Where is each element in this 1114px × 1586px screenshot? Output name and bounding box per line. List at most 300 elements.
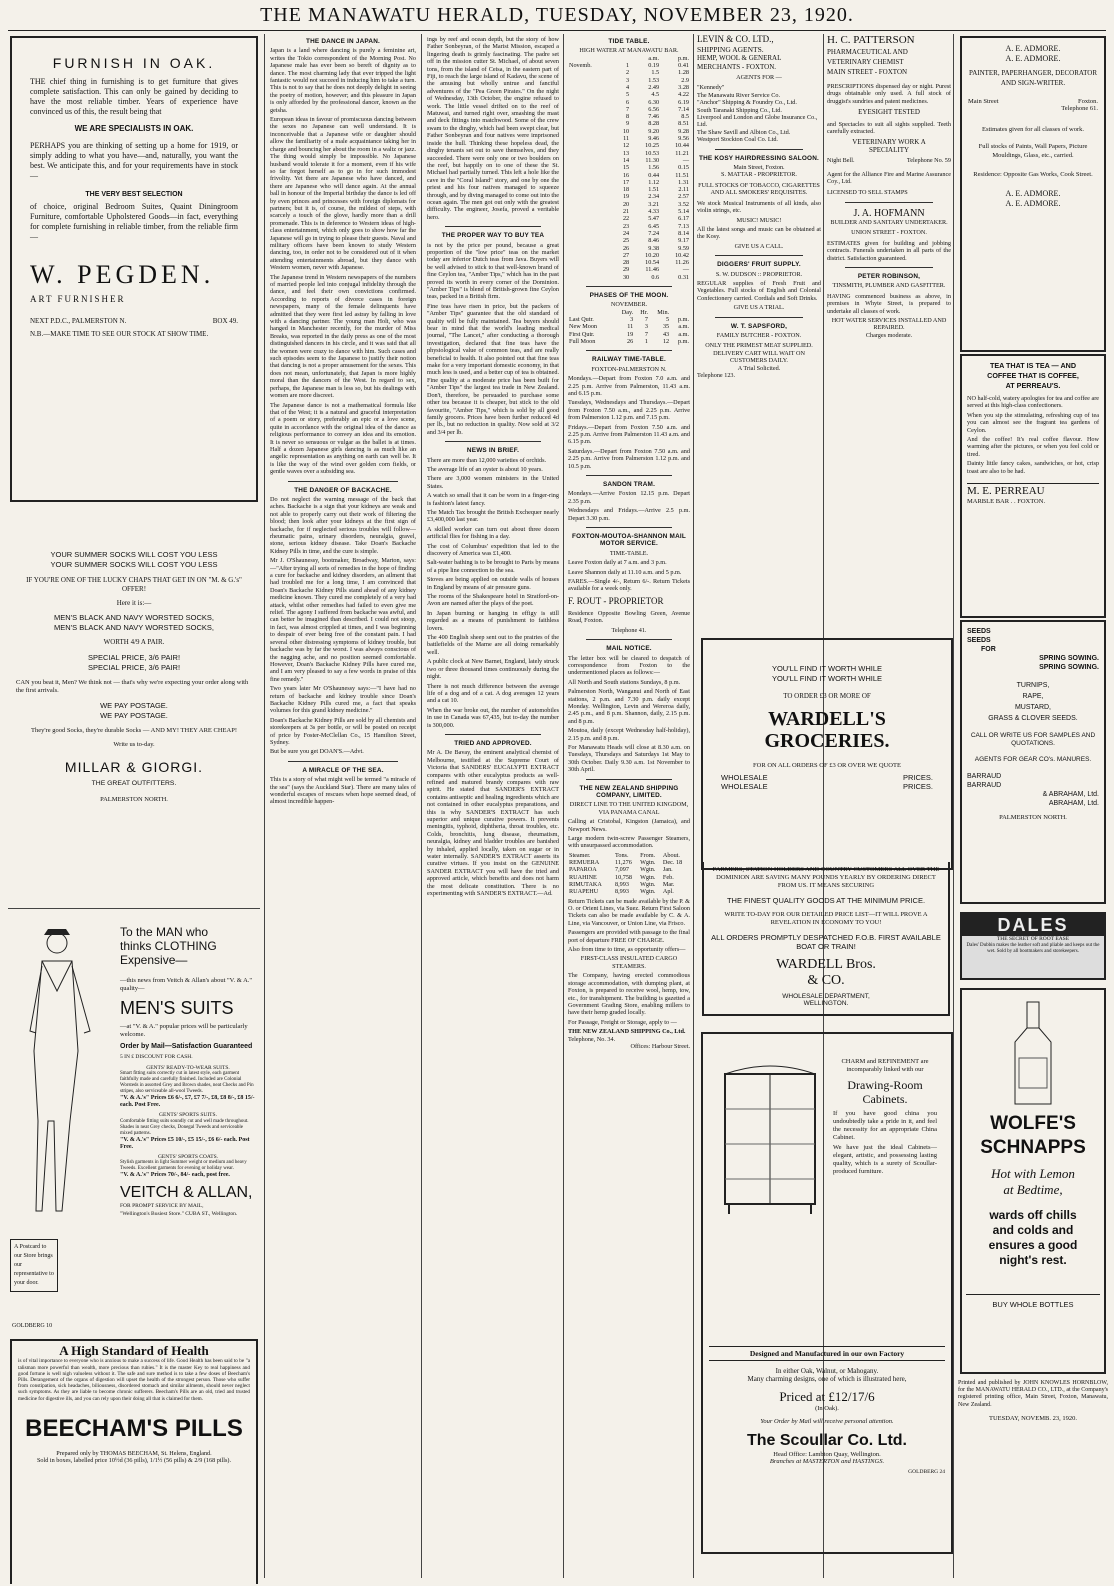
ad-subhead: WHOLESALE (721, 773, 768, 782)
ad-headline: To the MAN who (120, 925, 209, 939)
moon-day: 3 (630, 316, 634, 324)
tide-pm: 0.31 (678, 273, 689, 281)
brand-name: BEECHAM'S PILLS (25, 1414, 243, 1442)
ad-body: LICENSED TO SELL STAMPS (827, 189, 908, 197)
notice-paragraph: The Company, having erected commodious storage accommodation, with dumping plant, at Foxton, is prepared to receive wool, hemp, tow, etc., for transhipment. The building is gazetted a Government Grading Store, enabling millers to have their hemp graded locally. (568, 972, 690, 1017)
tide-row (568, 142, 690, 149)
tide-row (568, 230, 690, 237)
tide-day: 23 (622, 222, 630, 230)
tide-row (568, 128, 690, 135)
tide-am: 0.6 (651, 273, 660, 281)
agency-code: GOLDBERG 10 (12, 1323, 53, 1329)
firm-address: Main Street (968, 98, 999, 105)
millar-giorgi-ad (8, 504, 260, 900)
ad-body: REGULAR supplies of Fresh Fruit and Vegetables. Full stocks of English and Colonial Confectionery carried. Cordials and Soft Drinks. (697, 279, 821, 302)
article-divider (445, 226, 541, 227)
firm-phone: Telephone 123. (697, 372, 736, 379)
tide-row (568, 120, 690, 127)
ad-body: A Trial Solicited. (737, 364, 781, 372)
news-item: The average life of an oyster is about 10 years. (427, 465, 543, 473)
tide-month (568, 172, 615, 179)
ad-subhead: GENTS' SPORTS SUITS. (159, 1112, 217, 1119)
tide-pm: 10.44 (675, 142, 689, 150)
article-title: THE DANGER OF BACKACHE. (294, 486, 392, 494)
ad-headline: YOU'LL FIND IT WORTH WHILE (771, 664, 883, 673)
firm-address-row (30, 318, 238, 325)
firm-address: Residence Opposite Bowling Green, Avenue Road, Foxton. (568, 609, 690, 625)
tide-am: 9.38 (648, 244, 660, 252)
tide-pm: 11.51 (675, 171, 689, 179)
seed-item: RAPE, (1022, 693, 1044, 700)
tide-day: 18 (622, 186, 630, 194)
steamer-from: Wgtn. (640, 881, 656, 889)
table-title: PHASES OF THE MOON. (589, 292, 669, 300)
column-header: Day. (621, 308, 634, 316)
ad-body: If you have good china you undoubtedly take a pride in it, and feel the necessity for an appropriate China Cabinet. (833, 1110, 937, 1141)
ad-headline: A High Standard of Health (59, 1343, 209, 1358)
notice-line: VIA PANAMA CANAL (598, 808, 660, 816)
tide-am: 2.49 (648, 84, 660, 91)
timetable-line: Tuesdays, Wednesdays and Thursdays.—Depart from Foxton 7.50 a.m., and 2.25 p.m. Arrive from Palmerston 1.12 p.m. and 7.15 p.m. (568, 399, 690, 422)
firm-address: Offices: Harbour Street. (630, 1042, 690, 1050)
article-paragraph: ings by reef and ocean depth, but the story of how Father Sonbeyran, of the Marist Mission, escaped a lingering death is grimly fascinating. The padre set off in the mission cutter St. Michael, of about seven tons, from the island of Ceisa, in the eastern part of Fiji, to reach the large island of Kadavu, the scene of the amusing but wholly untrue and fanciful adventures of the "Pea Green Pirates." On the night of Wednesday, 13th October, the engine refused to work. The little vessel drifted on to the reef of Matuwai, and turned right over, smashing the mast and deck fittings into matchwood. Some of the crew swam to the dinghy, which had been swept clear, but Father Sonbeyran and four natives were imprisoned inside the hull. Thinking these hopeless dead, the dinghy tenants set out to save themselves, and they succeeded. There were only one or two boulders on the reef, but happily on to one of these the St. Michael had partially turned. This left a hole like the cave in the "Coral Island" story, and one by one the priest and his four natives managed to squeeze through, and by diving managed to come out into the ocean again. The men got out only with the greatest difficulty. The engineer, Josefa, proved a veritable hero. (427, 36, 559, 221)
ad-body: Dainty little fancy cakes, sandwiches, or hot, crisp toast are also to be had. (967, 460, 1099, 475)
wardell-ad (701, 638, 953, 870)
ad-subhead: HOT WATER SERVICES INSTALLED AND REPAIRED. (831, 316, 947, 332)
tide-month (568, 113, 615, 120)
wardell-ad-lower (702, 862, 950, 1016)
tide-day: 6 (626, 98, 630, 106)
ad-copy (120, 925, 256, 1218)
ad-headline: thinks CLOTHING (120, 939, 217, 953)
ad-headline: night's rest. (999, 1253, 1067, 1267)
notice-line: FIRST-CLASS INSULATED CARGO STEAMERS. (580, 955, 678, 970)
ad-body: of choice, original Bedroom Suites, Quaint Diningroom Furniture, comfortable Upholstered Goods—in fact, everything for complete furnishing in reliable timber, from the reliable firm — (30, 202, 238, 242)
ad-headline: MEN'S BLACK AND NAVY WORSTED SOCKS, (54, 613, 214, 623)
firm-address: UNION STREET - FOXTON. (851, 229, 927, 237)
firm-address: MAIN STREET - FOXTON (827, 68, 908, 76)
tide-day: 7 (626, 105, 630, 113)
ad-note: Prepared only by THOMAS BEECHAM, St. Helens, England. (56, 1449, 212, 1457)
firm-name: & CO. (807, 973, 845, 988)
tide-am: 1.5 (651, 69, 660, 77)
tide-row (568, 91, 690, 98)
tide-pm: 9.17 (678, 237, 689, 245)
tide-am: 0.19 (648, 62, 660, 70)
tide-month (568, 135, 615, 142)
firm-address: Foxton. (1077, 98, 1098, 105)
tide-am: 10.25 (645, 142, 660, 150)
tide-pm: 0.15 (678, 164, 689, 172)
article-title: THE DANCE IN JAPAN. (306, 38, 380, 45)
tide-am: 11.30 (645, 156, 660, 164)
ad-headline: WE PAY POSTAGE. (100, 710, 168, 720)
tide-pm: 1.31 (678, 178, 689, 186)
tide-day: 4 (626, 84, 630, 91)
tide-month (568, 69, 615, 76)
ad-body: Agent for the Alliance Fire and Marine Assurance Coy., Ltd. (827, 170, 951, 186)
ad-body: Your Order by Mail will receive personal attention. (760, 1418, 894, 1425)
tide-month (568, 77, 615, 84)
notice-paragraph: For Passage, Freight or Storage, apply to — (568, 1018, 677, 1026)
scoullar-ad (701, 1032, 953, 1554)
article-paragraph: Doan's Backache Kidney Pills are sold by all chemists and storekeepers at 3s per bottle, or will be posted on receipt of price by Foster-McClellan Co., 15 Hamilton Street, Sydney. (270, 716, 416, 746)
ad-body: IF YOU'RE ONE OF THE LUCKY CHAPS THAT GET IN ON "M. & G.'s" OFFER! (26, 576, 242, 593)
ad-headline: YOUR SUMMER SOCKS WILL COST YOU LESS (50, 550, 218, 559)
ad-headline: MEN'S BLACK AND NAVY WORSTED SOCKS, (54, 623, 214, 633)
tide-am: 7.24 (648, 229, 660, 237)
steamer-name: RUAHINE (569, 873, 597, 881)
tide-day: 29 (622, 266, 630, 274)
ad-body: We have just the ideal Cabinets—elegant, artistic, and possessing lasting quality, which is a surety of Scoullar-produced furniture. (833, 1144, 937, 1175)
tide-day: 13 (622, 149, 630, 157)
tide-row (568, 201, 690, 208)
tide-am: 6.30 (648, 98, 660, 106)
moon-day: 19 (627, 330, 634, 338)
firm-trade: THE GREAT OUTFITTERS. (91, 780, 177, 788)
column-rule (693, 34, 694, 1578)
steamer-row (568, 881, 690, 888)
tide-day: 28 (622, 259, 630, 267)
column-3 (427, 34, 559, 1584)
tide-row (568, 157, 690, 164)
ad-body: CAN you beat it, Men? We think not — that's why we're expecting your order along with the first arrivals. (16, 678, 249, 694)
tide-row (568, 215, 690, 222)
ad-divider (715, 149, 803, 150)
tide-pm: 9.59 (678, 244, 689, 252)
tide-row (568, 99, 690, 106)
ad-body: FARMERS, STATION HOLDERS AND COUNTRY CUSTOMERS ALL OVER THE DOMINION ARE SAVING MANY POUNDS YEARLY BY ORDERING DIRECT FROM US. IT MEANS SECURING (712, 866, 940, 889)
firm-address: Branches at MASTERTON and HASTINGS. (769, 1458, 885, 1465)
steamer-tons: 11,276 (615, 859, 632, 867)
ad-headline: YOUR SUMMER SOCKS WILL COST YOU LESS (50, 560, 218, 569)
firm-address: Head Office: Lambton Quay, Wellington. (773, 1451, 881, 1458)
agency-item: "Kennedy" (697, 84, 725, 92)
ad-body: CHARM and REFINEMENT are incomparably linked with our (841, 1058, 929, 1073)
tide-month (568, 201, 615, 208)
tide-day: 15 (622, 164, 630, 172)
news-item: A watch so small that it can be worn in a finger-ring is fashion's latest fancy. (427, 492, 559, 507)
news-item: When the war broke out, the number of automobiles in use in Canada was 67,435, but to-day the number is 300,000. (427, 706, 559, 729)
ad-body: Many charming designs, one of which is illustrated here, (747, 1375, 907, 1383)
ad-subhead: GIVE US A TRIAL. (733, 304, 785, 312)
table-title: THE NEW ZEALAND SHIPPING COMPANY, LIMITED. (579, 784, 679, 799)
ad-copy (833, 1058, 937, 1178)
article-paragraph: This is a story of what might well be termed "a miracle of the sea" (says the Auckland Star). There are many tales of wonderful escapes of rescues when hope seemed dead, of almost incredible happen- (270, 776, 416, 806)
article-paragraph: Mr A. De Bavay, the eminent analytical chemist of Melbourne, testified at the Supreme Court of Victoria that SANDERS' EUCALYPTI EXTRACT compares with other eucalyptus products as well-refined and matured brandy compares with raw spirit. He stated that SANDER'S EXTRACT contains antiseptic and healing ingredients which are not contained in other eucalyptus preparations, and this is why SANDER'S EXTRACT has such superior and unique curative powers. It prevents meningitis, typhoid, diphtheria, throat troubles, etc. Colds, bronchitis, lung disease, rheumatism, neuralgia, kidney and bladder troubles are banished by inhaled, applied locally, taken on sugar or in water internally. SANDER'S EXTRACT asserts its curative virtues. If you insist on the GENUINE SANDER EXTRACT you will have the tried and approved article, which benefits and does not harm the most delicate constitution. There is no experimenting with SANDER'S EXTRACT.—Ad. (427, 749, 559, 898)
ad-body: HAVING commenced business as above, in premises in Whyte Street, is prepared to undertake all classes of work. (827, 292, 951, 315)
tide-row (568, 62, 690, 69)
ad-headline: Drawing-Room Cabinets. (847, 1078, 923, 1106)
pegden-ad (10, 36, 258, 502)
moon-min: 35 (662, 323, 670, 331)
table-title: RAILWAY TIME-TABLE. (592, 356, 666, 364)
brand-name: SCHNAPPS (980, 1137, 1086, 1158)
brand-name: GROCERIES. (764, 730, 890, 752)
table-header (568, 55, 690, 62)
moon-ampm: a.m. (678, 323, 689, 331)
tide-pm: 10.42 (675, 251, 689, 259)
ad-body: Here it is:— (116, 599, 152, 607)
ad-price: "V. & A.'s" Prices £5 10/-, £5 15/-, £6 6/- each. Post Free. (120, 1136, 250, 1150)
tide-day: 27 (622, 251, 630, 259)
tide-month (568, 193, 615, 200)
ad-subhead: ALL ORDERS PROMPTLY DESPATCHED F.O.B. FIRST AVAILABLE BOAT OR TRAIN! (711, 933, 941, 951)
firm-name: VEITCH & ALLAN, (120, 1184, 253, 1202)
ad-subhead: BUY WHOLE BOTTLES (966, 1294, 1100, 1308)
moon-row (568, 316, 690, 323)
address-row (968, 98, 1098, 105)
tide-am: 8.28 (648, 120, 660, 128)
tide-am: 6.56 (648, 105, 660, 113)
ad-divider (715, 255, 803, 256)
ad-headline: AT PERREAU'S. (1005, 381, 1061, 390)
moon-phase: First Qutr. (569, 330, 595, 338)
tide-day: 14 (622, 156, 630, 164)
ad-headline: WE ARE SPECIALISTS IN OAK. (74, 124, 194, 134)
ad-headline: ensures a good (988, 1238, 1078, 1252)
ad-headline: YOU'LL FIND IT WORTH WHILE (771, 674, 883, 683)
steamer-name: RUAPEHU (569, 888, 599, 896)
article-title: TRIED AND APPROVED. (454, 739, 532, 747)
tide-day: 9 (626, 120, 630, 128)
tide-am: 4.33 (648, 208, 660, 216)
tide-am: 3.21 (648, 200, 660, 208)
brand-name: WARDELL'S (768, 708, 886, 730)
firm-address: PALMERSTON NORTH. (100, 795, 168, 803)
agency-item: South Taranaki Shipping Co., Ltd. (697, 106, 782, 114)
barraud-ad (960, 620, 1106, 904)
steamer-row (568, 859, 690, 866)
firm-name: H. C. PATTERSON (827, 34, 915, 46)
ad-subhead: WHOLESALE (721, 782, 768, 791)
masthead-rule (8, 30, 1106, 31)
brand-name: WOLFE'S (990, 1113, 1076, 1134)
brand-name: DALES (962, 914, 1104, 936)
steamer-from: Wgtn. (640, 888, 656, 896)
tide-month (568, 142, 615, 149)
tide-month (568, 274, 615, 281)
steamer-about: Jan. (662, 866, 673, 874)
ad-body: NO half-cold, watery apologies for tea and coffee are served at this high-class confectioners. (967, 395, 1099, 410)
tide-row (568, 69, 690, 76)
moon-min: 43 (662, 330, 670, 338)
tide-day: 5 (626, 91, 630, 99)
ad-headline: SPRING SOWING. (1039, 664, 1099, 671)
ad-footer (709, 1346, 945, 1475)
ad-big-headline: MEN'S SUITS (120, 998, 234, 1018)
tide-month (568, 186, 615, 193)
tide-month (568, 179, 615, 186)
ad-headline: TEA THAT IS TEA — AND (989, 361, 1077, 370)
ad-headline: W. T. SAPSFORD, (730, 322, 788, 330)
timetable-line: Leave Foxton daily at 7 a.m. and 3 p.m. (568, 559, 667, 567)
tide-month (568, 106, 615, 113)
ad-headline: at Bedtime, (1003, 1182, 1063, 1197)
tide-am: 10.53 (645, 149, 660, 157)
steamer-tons: 8,993 (615, 888, 629, 896)
moon-min: 12 (662, 338, 670, 346)
article-divider (288, 481, 398, 482)
firm-name: S. W. DUDSON :: PROPRIETOR. (715, 270, 803, 278)
article-divider (288, 761, 398, 762)
article-paragraph: is not by the price per pound, because a great proportion of the "low price" teas on the market today are inferior Dutch teas from Java. Buyers will be well advised to stick to that well-known brand of fine Ceylon tea, "Amber Tips," which has in the past proved its worth in every corner of the Dominion. "Amber Tips" is blend of British-grown fine Ceylon teas, packed in a British firm. (427, 241, 559, 301)
ad-divider (715, 317, 803, 318)
tide-month (568, 230, 615, 237)
tide-am: 0.44 (648, 171, 660, 179)
table-divider (586, 475, 672, 476)
table-title: SANDON TRAM. (602, 481, 656, 488)
column-header: Tons. (615, 851, 629, 859)
timetable-line: Saturdays.—Depart from Foxton 7.50 a.m. and 2.25 p.m. Arrive from Palmerston 1.12 p.m. and 10.5 p.m. (568, 447, 690, 470)
firm-trade: ART FURNISHER (30, 294, 126, 305)
night-bell: Night Bell. (827, 157, 855, 165)
table-divider (586, 350, 672, 351)
article-title: A MIRACLE OF THE SEA. (302, 766, 384, 774)
tide-pm: 6.17 (678, 215, 689, 223)
article-divider (445, 734, 541, 735)
tide-day: 1 (626, 62, 630, 70)
tide-am: 6.45 (648, 222, 660, 230)
moon-hour: 3 (644, 323, 649, 331)
tide-am: 1.53 (648, 76, 660, 84)
timetable-line: Mondays.—Depart from Foxton 7.0 a.m. and 2.25 p.m. Arrive from Palmerston, 11.43 a.m. and 6.15 p.m. (568, 375, 690, 397)
tide-am: 9.46 (648, 135, 660, 143)
ad-body: All the latest songs and music can be obtained at the Kosy. (697, 225, 821, 241)
article-paragraph: The Japanese dance is not a mathematical formula like that of the West; it is a natural and graceful interpretation of a poem or story, preferably an epic or a love scene, quite in accordance with the original idea of the dance as religious performance to convey an idea and its emotion. It is never so sensuous or vulgar as the ballet is at times. Half a dozen Japanese girls dancing is as much like an angelic representation as anything on earth can well be. It is like the way of the wind over golden corn fields, or gentle waves over a subsiding sea. (270, 401, 416, 476)
table-subtitle: NOVEMBER. (610, 301, 648, 309)
firm-phone: Telephone 41. (611, 626, 647, 634)
wholesale-row (707, 782, 947, 791)
tide-pm: 1.28 (678, 69, 689, 77)
news-item: A skilled worker can turn out about three dozen artificial flies for fishing in a day. (427, 525, 559, 541)
tide-month (568, 150, 615, 157)
timetable-line: FARES.—Single 4/-, Return 6/-. Return Tickets available for a week only. (568, 578, 690, 593)
moon-ampm: a.m. (678, 330, 689, 338)
tide-row (568, 106, 690, 113)
firm-name: A. E. ADMORE. (1005, 198, 1061, 208)
ad-body: THE chief thing in furnishing is to get furniture that gives complete satisfaction. This can only be gained by deciding to have the most reliable timber. Years of experience have convinced us of this, the result being that (30, 77, 238, 117)
tide-pm: 11.21 (675, 149, 689, 157)
tide-row (568, 193, 690, 200)
ad-subhead: GIVE US A CALL. (734, 242, 784, 250)
tide-row (568, 266, 690, 273)
agency-item: The Shaw Savill and Albion Co., Ltd. (697, 128, 791, 136)
tide-day: 19 (622, 193, 630, 201)
agency-item: "Anchor" Shipping & Foundry Co., Ltd. (697, 99, 797, 107)
table-divider (586, 779, 672, 780)
seed-item: GRASS & CLOVER SEEDS. (988, 715, 1078, 722)
notice-paragraph: Moutoa, daily (except Wednesday half-holiday), 2.15 p.m. and 8 p.m. (568, 727, 690, 742)
article-paragraph: Japan is a land where dancing is purely a feminine art, writes the Tokio correspondent of the Morning Post. No Japanese male has ever been so bereft of dignity as to dance. The most charming lady that ever tripped the light fantastic would not succeed in inducing him to take a turn. This is not to say that he does not deeply delight in seeing the poetry of motion, however; and this pleasure in Japan is only afforded by the professional dancer, known as the geisha. (270, 47, 416, 114)
news-item: The rooms of the Shakespeare hotel in Stratford-on-Avon are named after the plays of the poet. (427, 593, 559, 608)
firm-name: F. ROUT - PROPRIETOR (568, 595, 664, 606)
ad-subhead: EYESIGHT TESTED (858, 108, 920, 117)
phone-row (827, 157, 951, 164)
article-title: NEWS IN BRIEF. (466, 447, 520, 455)
moon-table (568, 309, 690, 345)
table-title: FOXTON-MOUTOA-SHANNON MAIL MOTOR SERVICE. (572, 533, 686, 548)
ad-body: Dales' Dubbin makes the leather soft and pliable and keeps out the wet. Sold by all bootmakers and storekeepers. (966, 943, 1100, 954)
firm-name: The Scoullar Co. Ltd. (746, 1432, 907, 1449)
ad-price: SPECIAL PRICE, 3/6 PAIR! (87, 652, 181, 662)
ad-body: WRITE TO-DAY FOR OUR DETAILED PRICE LIST—IT WILL PROVE A REVELATION IN ECONOMY TO YOU! (724, 911, 928, 926)
table-title: TIDE TABLE. (608, 38, 650, 45)
column-6 (827, 34, 951, 654)
ad-body: WORTH 4/9 A PAIR. (103, 638, 165, 647)
ad-body: We stock Musical Instruments of all kinds, also violin strings, etc. (697, 199, 821, 215)
tide-am: 1.12 (648, 178, 660, 186)
article-paragraph: Mr J. O'Shaunessy, bootmaker, Broadway, Marton, says:—"After trying all sorts of remedies in the hope of finding a cure for backache and kidney disorders, an ailment that had troubled me for a long time, I am convinced that Doan's Backache Kidney Pills stand ahead of any kidney medicine known. They cured me completely of a very bad attack, whilst other remedies had failed to even give me relief. The agony I suffered from backache was awful, and can better be imagined than described. I could not stoop, in fact, was almost crippled at times, and I was beginning to despair of ever being free of the constant pain. I had several other distressing symptoms of kidney trouble, but backache was by far the worst. I was always conscious of the nagging ache, and no position seemed comfortable. However, Doan's Backache Kidney Pills have cured me, and I am very pleased to say a few words in praise of this fine remedy." (270, 557, 416, 683)
firm-name: S. MATTAR - PROPRIETOR. (721, 171, 797, 179)
firm-name: A. E. ADMORE. (1005, 44, 1061, 53)
tide-row (568, 223, 690, 230)
ad-headline: wards off chills (989, 1208, 1077, 1222)
china-cabinet-illustration (715, 1064, 825, 1214)
notice-paragraph: Also from time to time, as opportunity offers— (568, 946, 686, 954)
moon-phase: New Moon (569, 323, 598, 331)
ad-subhead: GENTS' READY-TO-WEAR SUITS. (146, 1064, 230, 1071)
steamer-name: RIMUTAKA (569, 881, 602, 889)
tide-row (568, 164, 690, 171)
tide-row (568, 252, 690, 259)
tide-day: 26 (622, 244, 630, 252)
gentleman-illustration (12, 921, 112, 1221)
tide-day: 22 (622, 215, 630, 223)
tide-month (568, 157, 615, 164)
tide-pm: 8.5 (681, 113, 689, 121)
tide-month (568, 252, 615, 259)
tide-month (568, 99, 615, 106)
news-item: There are 3,000 women ministers in the United States. (427, 475, 559, 490)
ad-price: "V. & A.'s" Prices £6 6/-, £7, £7 7/-, £8, £8 8/-, £8 15/- each. Post Free. (120, 1095, 255, 1109)
admore-ad (960, 36, 1106, 352)
ad-subhead: PRICES. (902, 773, 933, 782)
tide-row (568, 245, 690, 252)
tide-day: 16 (622, 171, 630, 179)
tide-pm: 2.57 (678, 193, 689, 201)
ad-body: Residence: Opposite Gas Works, Cook Street. (973, 170, 1093, 178)
notice-paragraph: The letter box will be cleared to despatch of correspondence from Foxton to the undermentioned places as follows:— (568, 654, 690, 677)
ad-headline: SPRING SOWING. (1039, 655, 1099, 662)
firm-note: N.B.—MAKE TIME TO SEE OUR STOCK AT SHOW TIME. (30, 330, 209, 339)
steamer-row (568, 866, 690, 873)
notice-paragraph: Calling at Cristobal, Kingston (Jamaica), and Newport News. (568, 818, 690, 833)
tide-pm: 8.51 (678, 120, 689, 128)
tide-pm: 8.14 (678, 229, 689, 237)
ad-subhead: SPECIALITY (868, 145, 910, 154)
firm-name: PETER ROBINSON, (857, 272, 921, 280)
moon-row (568, 331, 690, 338)
tide-day: 25 (622, 237, 630, 245)
ad-headline: SEEDS (967, 628, 991, 635)
ad-subhead: MUSIC! MUSIC! (736, 216, 782, 224)
firm-trade: VETERINARY CHEMIST (827, 58, 904, 66)
steamer-from: Wgtn. (640, 866, 656, 874)
news-item: Stoves are being applied on outside walls of houses in England by means of air pressure guns. (427, 576, 559, 591)
firm-name: J. A. HOFMANN (853, 207, 925, 219)
ad-price: SPECIAL PRICE, 3/6 PAIR! (87, 662, 181, 672)
firm-name: ABRAHAM, Ltd. (1048, 800, 1099, 807)
column-1 (8, 34, 260, 1584)
notice-line: DIRECT LINE TO THE UNITED KINGDOM, (569, 801, 689, 809)
timetable-line: Fridays.—Depart from Foxton 7.50 a.m. and 2.25 p.m. Arrive from Palmerston 11.43 a.m. and 6.15 p.m. (568, 423, 690, 446)
postcard-panel: A Postcard to our Store brings our representative to your door. (10, 1239, 58, 1292)
ad-body: PERHAPS you are thinking of setting up a home for 1919, or simply adding to what you have—and, naturally, you want the best. We anticipate this, and for your requirements have in stock — (30, 140, 238, 180)
tide-month (568, 223, 615, 230)
ad-headline: THE KOSY HAIRDRESSING SALOON. (698, 154, 820, 162)
ad-price: "V. & A.'s" Prices 70/-, 84/- each, post free. (120, 1172, 230, 1179)
